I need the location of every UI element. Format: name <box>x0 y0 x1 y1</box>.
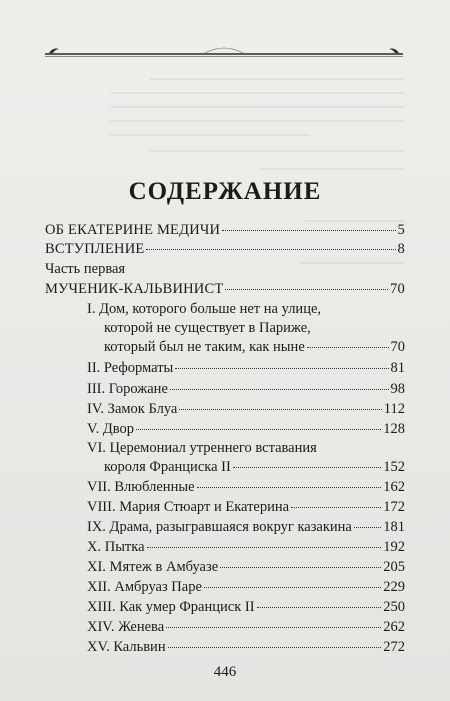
toc-chapter-entry <box>87 498 405 516</box>
dot-leader <box>136 429 381 430</box>
toc-entry-page: 272 <box>383 639 405 655</box>
toc-entry-title: XIII. Как умер Франциск II <box>87 599 255 615</box>
toc-entry-title: VII. Влюбленные <box>87 479 195 495</box>
toc-chapter-entry <box>87 638 405 656</box>
chapter-title-line: которой не существует в Париже, <box>104 320 311 336</box>
toc-entry-page: 205 <box>383 559 405 575</box>
page-title: СОДЕРЖАНИЕ <box>128 178 322 205</box>
toc-entry-page: 152 <box>383 459 405 475</box>
dot-leader <box>166 627 381 628</box>
toc-entry-page: 98 <box>390 381 405 397</box>
dot-leader <box>204 587 381 588</box>
toc-entry-page: 250 <box>383 599 405 615</box>
toc-entry-title: ВСТУПЛЕНИЕ <box>45 241 145 257</box>
toc-entry-page: 172 <box>383 499 405 515</box>
dot-leader <box>220 567 381 568</box>
toc-entry-title: II. Реформаты <box>87 360 174 376</box>
toc-chapter-entry <box>87 420 405 438</box>
toc-chapter-entry <box>87 359 405 377</box>
toc-entry <box>45 240 405 258</box>
dot-leader <box>233 467 381 468</box>
toc-entry-title: который был не таким, как ныне <box>104 339 305 355</box>
chapter-title-line: VI. Церемониал утреннего вставания <box>87 440 317 456</box>
dot-leader <box>307 347 389 348</box>
toc-part-entry <box>45 280 405 298</box>
toc-entry-page: 112 <box>383 401 405 417</box>
toc-chapter-entry <box>104 338 405 356</box>
toc-chapter-entry <box>104 458 405 476</box>
toc-entry-page: 262 <box>383 619 405 635</box>
dot-leader <box>179 409 381 410</box>
dot-leader <box>257 607 382 608</box>
toc-entry-title: короля Франциска II <box>104 459 231 475</box>
toc-entry-page: 192 <box>383 539 405 555</box>
dot-leader <box>222 230 395 231</box>
toc-entry-title: IX. Драма, разыгравшаяся вокруг казакина <box>87 519 352 535</box>
toc-entry-title: XII. Амбруаз Паре <box>87 579 202 595</box>
toc-entry-page: 128 <box>383 421 405 437</box>
dot-leader <box>197 487 382 488</box>
toc-entry-title: МУЧЕНИК-КАЛЬВИНИСТ <box>45 281 224 297</box>
toc-chapter-entry <box>87 518 405 536</box>
toc-chapter-entry <box>87 538 405 556</box>
dot-leader <box>291 507 381 508</box>
chapter-title-line: I. Дом, которого больше нет на улице, <box>87 301 322 317</box>
toc-entry-page: 162 <box>383 479 405 495</box>
toc-entry-title: III. Горожане <box>87 381 168 397</box>
toc-entry <box>45 221 405 239</box>
toc-entry-page: 5 <box>397 222 405 238</box>
page-number: 446 <box>213 664 237 680</box>
toc-chapter-entry <box>87 598 405 616</box>
dot-leader <box>225 289 388 290</box>
dot-leader <box>354 527 381 528</box>
toc-entry-page: 81 <box>390 360 405 376</box>
toc-entry-title: V. Двор <box>87 421 134 437</box>
toc-entry-page: 8 <box>397 241 405 257</box>
toc-entry-title: IV. Замок Блуа <box>87 401 178 417</box>
toc-chapter-entry <box>87 380 405 398</box>
toc-entry-title: XI. Мятеж в Амбуазе <box>87 559 219 575</box>
dot-leader <box>147 547 382 548</box>
toc-chapter-entry <box>87 558 405 576</box>
dot-leader <box>168 647 382 648</box>
dot-leader <box>170 389 389 390</box>
part-label: Часть первая <box>45 261 126 277</box>
toc-entry-title: XIV. Женева <box>87 619 165 635</box>
toc-chapter-entry <box>87 618 405 636</box>
toc-entry-title: VIII. Мария Стюарт и Екатерина <box>87 499 290 515</box>
toc-entry-title: ОБ ЕКАТЕРИНЕ МЕДИЧИ <box>45 222 221 238</box>
dot-leader <box>146 249 395 250</box>
toc-chapter-entry <box>87 478 405 496</box>
toc-entry-page: 70 <box>390 339 405 355</box>
dot-leader <box>175 368 388 369</box>
toc-entry-page: 229 <box>383 579 405 595</box>
toc-entry-title: XV. Кальвин <box>87 639 166 655</box>
toc-entry-page: 70 <box>390 281 405 297</box>
toc-entry-title: X. Пытка <box>87 539 145 555</box>
toc-chapter-entry <box>87 400 405 418</box>
toc-chapter-entry <box>87 578 405 596</box>
toc-entry-page: 181 <box>383 519 405 535</box>
